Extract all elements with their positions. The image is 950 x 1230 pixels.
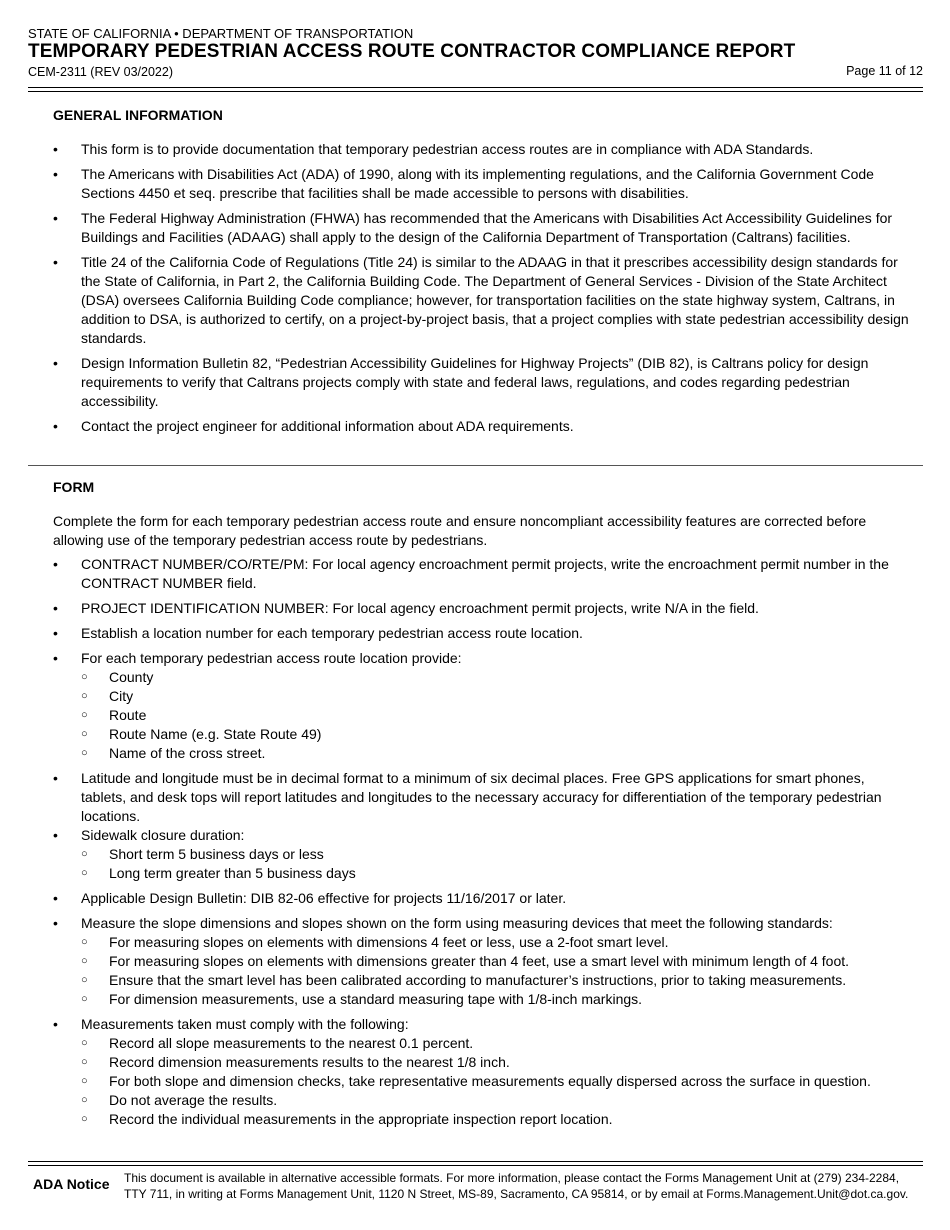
ada-notice-label: ADA Notice: [33, 1176, 110, 1192]
sub-list-item: ○ Short term 5 business days or less: [53, 845, 913, 864]
list-item: [53, 599, 913, 618]
list-item-text: • Sidewalk closure duration:: [81, 827, 245, 843]
agency-line: STATE OF CALIFORNIA • DEPARTMENT OF TRANSPORTATION: [28, 26, 414, 41]
list-item-text: • Applicable Design Bulletin: DIB 82-06 effective for projects 11/16/2017 or later.: [81, 890, 567, 906]
sub-list-item: ○ Route: [53, 706, 913, 725]
sub-list-item: ○ City: [53, 687, 913, 706]
sub-list-item: ○ For dimension measurements, use a standard measuring tape with 1/8-inch markings.: [53, 990, 913, 1009]
list-item-text: • CONTRACT NUMBER/CO/RTE/PM: For local agency encroachment permit projects, write the encroachment permit number in the CONTRACT NUMBER field.: [81, 556, 889, 591]
form-list: [53, 555, 913, 1129]
sub-list: [53, 1034, 913, 1129]
sub-list-item: ○ Route Name (e.g. State Route 49): [53, 725, 913, 744]
list-item-text: • Establish a location number for each temporary pedestrian access route location.: [81, 625, 583, 641]
sub-list-item: ○ Do not average the results.: [53, 1091, 913, 1110]
header-divider: [28, 87, 923, 92]
form-section: [53, 478, 913, 1135]
form-title: TEMPORARY PEDESTRIAN ACCESS ROUTE CONTRACTOR COMPLIANCE REPORT: [28, 41, 796, 62]
list-item-text: • Latitude and longitude must be in decimal format to a minimum of six decimal places. Free GPS applications for smart phones, tablets, and desk tops will report latitudes and longitudes to the necessary accuracy for differentiation of the temporary pedestrian locations.: [81, 770, 882, 824]
sub-list: [53, 845, 913, 883]
list-item-text: • PROJECT IDENTIFICATION NUMBER: For local agency encroachment permit projects, write N/A in the field.: [81, 600, 759, 616]
list-item: [53, 624, 913, 643]
sub-list-item: ○ For measuring slopes on elements with dimensions 4 feet or less, use a 2-foot smart level.: [53, 933, 913, 952]
ada-notice-text: This document is available in alternative accessible formats. For more information, please contact the Forms Management Unit at (279) 234-2284, TTY 711, in writing at Forms Management Unit, 1120 N Street, MS-89, Sacramento, CA 95814, or by email at Forms.Management.Unit@dot.ca.gov.: [124, 1171, 909, 1201]
list-item: [53, 914, 913, 1009]
sub-list-item: ○ Record dimension measurements results to the nearest 1/8 inch.: [53, 1053, 913, 1072]
list-item: • Design Information Bulletin 82, “Pedestrian Accessibility Guidelines for Highway Projects” (DIB 82), is Caltrans policy for design requirements to verify that Caltrans projects comply with state and federal laws, regulations, and codes regarding pedestrian accessibility.: [53, 354, 913, 411]
sub-list: [53, 668, 913, 763]
sub-list-item: ○ Long term greater than 5 business days: [53, 864, 913, 883]
list-item: [53, 889, 913, 908]
sub-list-item: ○ For measuring slopes on elements with dimensions greater than 4 feet, use a smart level with minimum length of 4 foot.: [53, 952, 913, 971]
sub-list-item: ○ Ensure that the smart level has been calibrated according to manufacturer’s instructions, prior to taking measurements.: [53, 971, 913, 990]
list-item: • This form is to provide documentation that temporary pedestrian access routes are in compliance with ADA Standards.: [53, 140, 913, 159]
footer-divider: [28, 1161, 923, 1166]
list-item: [53, 555, 913, 593]
page-number: Page 11 of 12: [846, 64, 923, 78]
list-item-text: • Measurements taken must comply with the following:: [81, 1016, 409, 1032]
list-item: • The Federal Highway Administration (FHWA) has recommended that the Americans with Disabilities Act Accessibility Guidelines for Buildings and Facilities (ADAAG) shall apply to the design of the California Department of Transportation (Caltrans) facilities.: [53, 209, 913, 247]
list-item: [53, 769, 913, 826]
list-item-text: • For each temporary pedestrian access route location provide:: [81, 650, 462, 666]
list-item: • Contact the project engineer for additional information about ADA requirements.: [53, 417, 913, 436]
list-item: • The Americans with Disabilities Act (ADA) of 1990, along with its implementing regulations, and the California Government Code Sections 4450 et seq. prescribe that facilities shall be made accessible to persons with disabilities.: [53, 165, 913, 203]
form-intro: Complete the form for each temporary pedestrian access route and ensure noncompliant accessibility features are corrected before allowing use of the temporary pedestrian access route by pedestrians.: [53, 513, 867, 548]
sub-list-item: ○ For both slope and dimension checks, take representative measurements equally dispersed across the surface in question.: [53, 1072, 913, 1091]
list-item: [53, 826, 913, 883]
sub-list-item: ○ Record all slope measurements to the nearest 0.1 percent.: [53, 1034, 913, 1053]
sub-list-item: ○ County: [53, 668, 913, 687]
general-list: [53, 140, 913, 436]
sub-list-item: ○ Name of the cross street.: [53, 744, 913, 763]
list-item: [53, 649, 913, 763]
page-header: [28, 26, 923, 80]
form-number: CEM-2311 (REV 03/2022): [28, 65, 173, 79]
section-divider: [28, 465, 923, 466]
section-title-general: GENERAL INFORMATION: [53, 107, 223, 123]
list-item: [53, 1015, 913, 1129]
list-item-text: • Measure the slope dimensions and slopes shown on the form using measuring devices that meet the following standards:: [81, 915, 833, 931]
general-information-section: [53, 106, 913, 442]
list-item: • Title 24 of the California Code of Regulations (Title 24) is similar to the ADAAG in that it prescribes accessibility design standards for the State of California, in Part 2, the California Building Code. The Department of General Services - Division of the State Architect (DSA) oversees California Building Code compliance; however, for transportation facilities on the state highway system, Caltrans, in addition to DSA, is authorized to certify, on a project-by-project basis, that a project complies with state pedestrian accessibility design standards.: [53, 253, 913, 348]
section-title-form: FORM: [53, 479, 95, 495]
sub-list-item: ○ Record the individual measurements in the appropriate inspection report location.: [53, 1110, 913, 1129]
sub-list: [53, 933, 913, 1009]
